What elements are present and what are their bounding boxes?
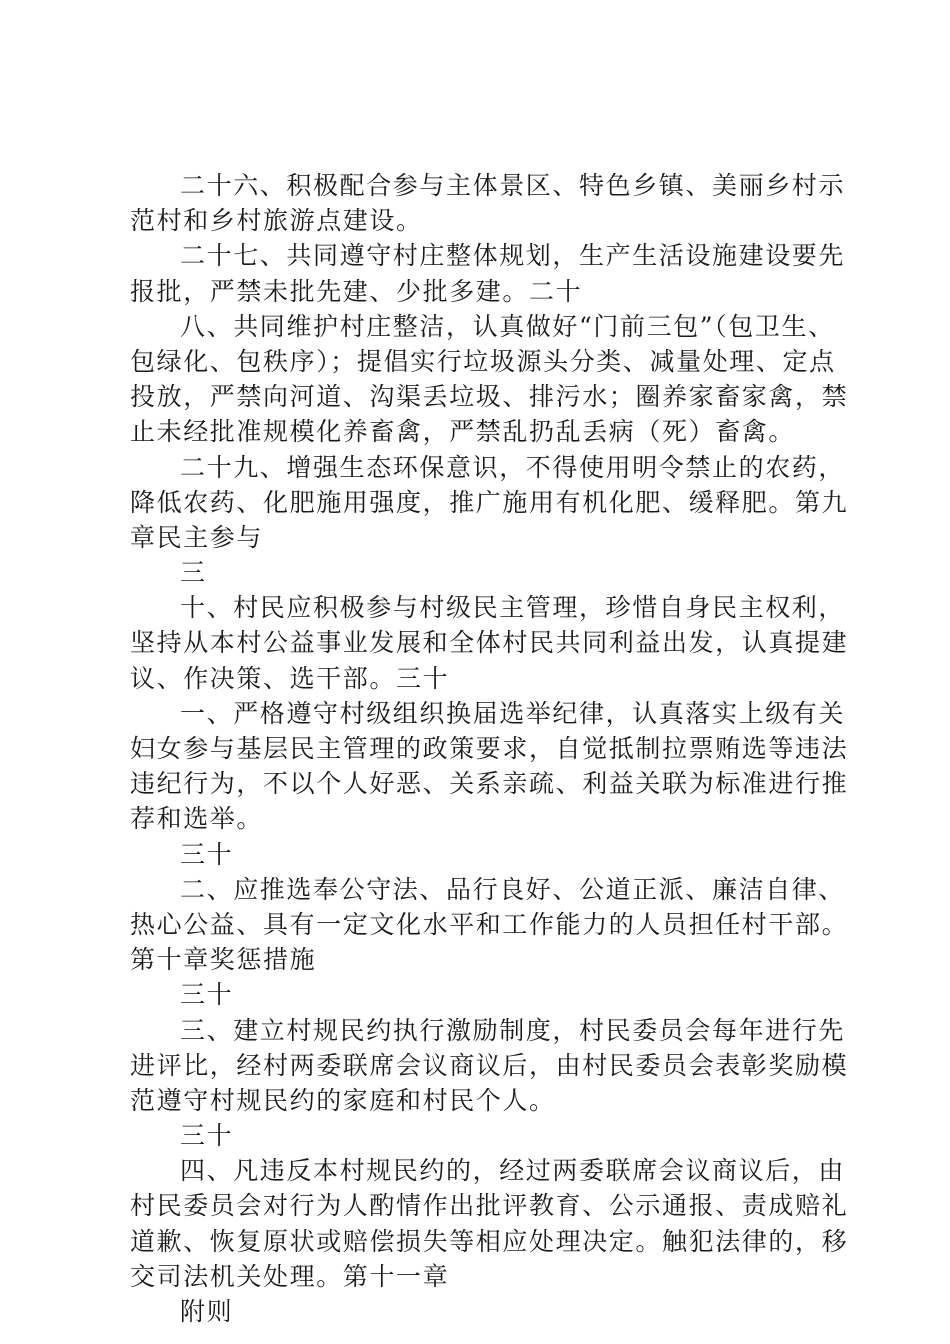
text-line: 附则 bbox=[180, 1297, 234, 1326]
text-line: 交司法机关处理。第十一章 bbox=[130, 1261, 450, 1291]
document-body bbox=[130, 168, 849, 1329]
text-line: 第十章奖惩措施 bbox=[130, 945, 317, 975]
text-line: 止未经批准规模化养畜禽，严禁乱扔乱丢病（死）畜禽。 bbox=[130, 417, 796, 447]
text-line: 三十 bbox=[180, 980, 234, 1010]
text-line: 三十 bbox=[180, 1121, 234, 1151]
text-line: 范遵守村规民约的家庭和村民个人。 bbox=[130, 1085, 556, 1115]
text-line: 一、严格遵守村级组织换届选举纪律，认真落实上级有关 bbox=[180, 698, 846, 728]
text-line: 四、凡违反本村规民约的，经过两委联席会议商议后，由 bbox=[180, 1156, 846, 1186]
text-line: 道歉、恢复原状或赔偿损失等相应处理决定。触犯法律的，移 bbox=[130, 1226, 849, 1256]
text-line: 包绿化、包秩序）；提倡实行垃圾源头分类、减量处理、定点 bbox=[130, 346, 836, 376]
text-line: 妇女参与基层民主管理的政策要求，自觉抵制拉票贿选等违法 bbox=[130, 734, 849, 763]
text-line: 违纪行为，不以个人好恶、关系亲疏、利益关联为标准进行推 bbox=[130, 769, 849, 799]
text-line: 范村和乡村旅游点建设。 bbox=[130, 206, 423, 236]
text-line: 二十九、增强生态环保意识，不得使用明令禁止的农药， bbox=[180, 452, 846, 482]
text-line: 八、共同维护村庄整洁，认真做好“门前三包”（包卫生、 bbox=[180, 311, 835, 341]
text-line: 三十 bbox=[180, 839, 234, 869]
text-line: 十、村民应积极参与村级民主管理，珍惜自身民主权利， bbox=[180, 593, 846, 623]
text-line: 议、作决策、选干部。三十 bbox=[130, 663, 450, 693]
text-line: 三、建立村规民约执行激励制度，村民委员会每年进行先 bbox=[180, 1015, 846, 1045]
text-line: 二、应推选奉公守法、品行良好、公道正派、廉洁自律、 bbox=[180, 874, 846, 904]
text-line: 热心公益、具有一定文化水平和工作能力的人员担任村干部。 bbox=[130, 909, 849, 939]
text-line: 荐和选举。 bbox=[130, 804, 264, 834]
text-line: 三 bbox=[180, 558, 207, 588]
text-line: 章民主参与 bbox=[130, 522, 264, 552]
text-line: 二十六、积极配合参与主体景区、特色乡镇、美丽乡村示 bbox=[180, 171, 846, 200]
text-line: 坚持从本村公益事业发展和全体村民共同利益出发，认真提建 bbox=[130, 628, 849, 658]
text-line: 报批，严禁未批先建、少批多建。二十 bbox=[130, 276, 583, 306]
text-line: 投放，严禁向河道、沟渠丢垃圾、排污水；圈养家畜家禽，禁 bbox=[130, 382, 849, 412]
text-line: 进评比，经村两委联席会议商议后，由村民委员会表彰奖励模 bbox=[130, 1050, 849, 1080]
text-line: 降低农药、化肥施用强度，推广施用有机化肥、缓释肥。第九 bbox=[130, 487, 849, 517]
text-line: 二十七、共同遵守村庄整体规划，生产生活设施建设要先 bbox=[180, 241, 846, 271]
text-line: 村民委员会对行为人酌情作出批评教育、公示通报、责成赔礼 bbox=[130, 1191, 849, 1221]
